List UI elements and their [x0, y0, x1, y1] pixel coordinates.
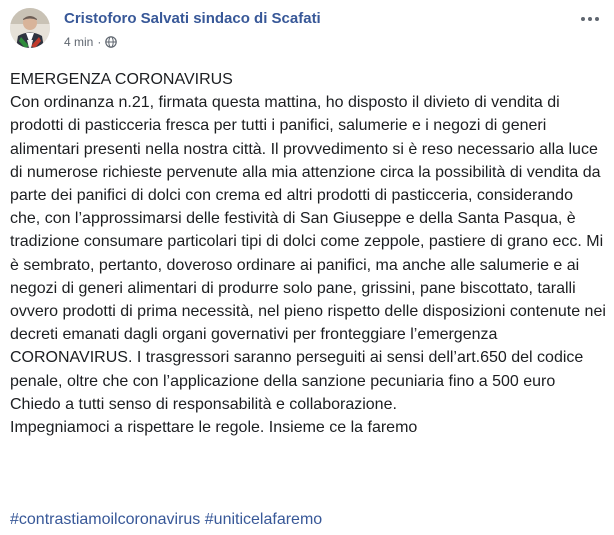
more-options-icon[interactable] — [578, 12, 602, 26]
post-title: EMERGENZA CORONAVIRUS — [10, 71, 233, 88]
meta-separator: · — [97, 35, 102, 49]
hashtag-link[interactable]: #uniticelafaremo — [204, 511, 323, 528]
avatar-image — [10, 8, 50, 48]
globe-icon[interactable] — [105, 36, 117, 48]
post-body — [10, 68, 606, 439]
profile-avatar[interactable] — [10, 8, 50, 48]
post-paragraph: Con ordinanza n.21, firmata questa mattina, ho disposto il divieto di vendita di prodotti di pasticceria fresca per tutti i panifici, salumerie e i negozi di generi alimentari presenti nella nostra città. Il provvedimento si è reso necessario alla luce di numerose richieste pervenute alla mia attenzione circa la possibilità di vendita da parte dei panifici di dolci con crema ed altri prodotti di pasticceria, considerando che, con l’approssimarsi delle festività di San Giuseppe e della Santa Pasqua, è tradizione consumare particolari tipi di dolci come zeppole, pastiere di grano ecc. Mi è sembrato, pertanto, doveroso ordinare ai panifici, ma anche alle salumerie e ai negozi di generi alimentari di produrre solo pane, grissini, pane biscottato, taralli ovvero prodotti di prima necessità, nel pieno rispetto delle disposizioni contenute nei decreti emanati dagli organi governativi per fronteggiare l’emergenza CORONAVIRUS. I trasgressori saranno perseguiti ai sensi dell’art.650 del codice penale, oltre che con l’applicazione della sanzione pecuniaria fino a 500 euro — [10, 94, 606, 390]
hashtag-row — [10, 509, 322, 531]
post-meta — [64, 35, 117, 49]
hashtag-link[interactable]: #contrastiamoilcoronavirus — [10, 511, 201, 528]
post-line-responsibility: Chiedo a tutti senso di responsabilità e collaborazione. — [10, 395, 397, 413]
post-header — [10, 6, 604, 62]
author-name[interactable]: Cristoforo Salvati sindaco di Scafati — [64, 10, 321, 27]
post-line-rules: Impegniamoci a rispettare le regole. Insieme ce la faremo — [10, 419, 418, 437]
post-timestamp[interactable]: 4 min — [64, 35, 94, 49]
